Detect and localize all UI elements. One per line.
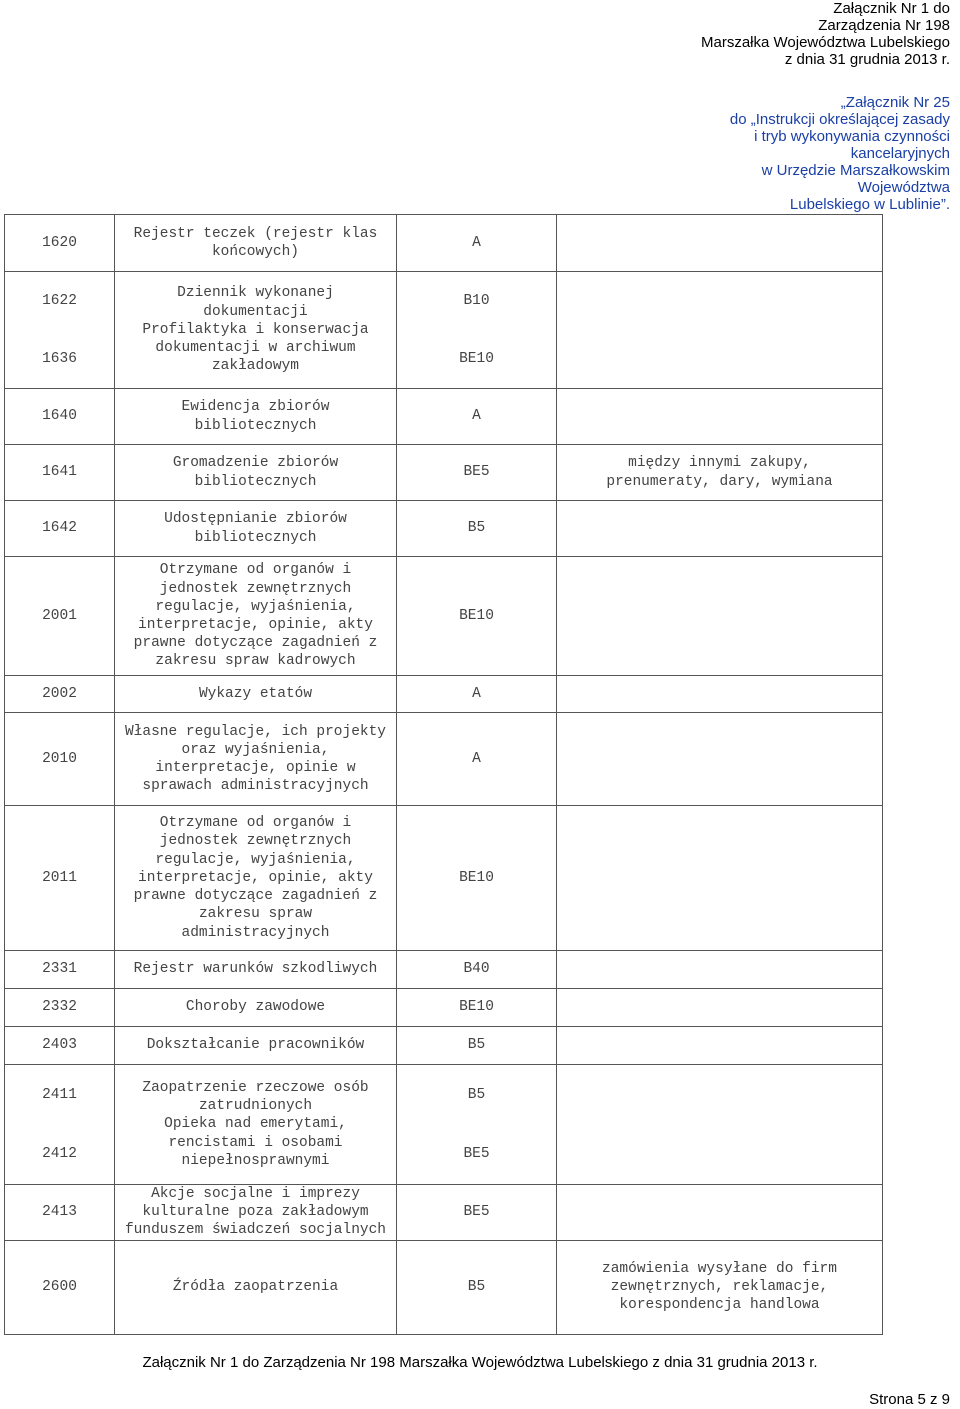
annex-line: w Urzędzie Marszałkowskim — [761, 162, 950, 179]
symbol-cell — [5, 676, 115, 713]
category-code: A — [472, 685, 481, 702]
category-code: B5 — [467, 1086, 486, 1103]
description-line: kulturalne poza zakładowym — [142, 1204, 369, 1221]
annex-line: i tryb wykonywania czynności — [754, 128, 950, 145]
description-cell — [115, 389, 397, 445]
description-line: prawne dotyczące zagadnień z — [133, 888, 378, 905]
symbol-number: 2011 — [42, 869, 77, 886]
symbol-cell — [5, 1027, 115, 1065]
description-cell — [115, 215, 397, 272]
description-line: regulacje, wyjaśnienia, — [155, 598, 356, 615]
table-row — [5, 951, 883, 989]
description-line: Zaopatrzenie rzeczowe osób — [142, 1079, 369, 1096]
description-cell — [115, 557, 397, 676]
description-cell — [115, 1027, 397, 1065]
annex-line: kancelaryjnych — [850, 145, 950, 162]
description-line: oraz wyjaśnienia, — [181, 741, 330, 758]
category-cell — [397, 557, 557, 676]
table-row — [5, 501, 883, 557]
remarks-cell — [557, 713, 883, 806]
category-code: B5 — [467, 520, 486, 537]
page-number: Strona 5 z 9 — [869, 1391, 950, 1408]
table-row — [5, 1240, 883, 1334]
symbol-number: 1641 — [42, 464, 77, 481]
category-code: BE10 — [459, 607, 494, 624]
symbol-cell — [5, 1185, 115, 1241]
page-footer: Załącznik Nr 1 do Zarządzenia Nr 198 Marszałka Województwa Lubelskiego z dnia 31 grudnia 2013 r. — [142, 1354, 818, 1371]
table-row — [5, 1065, 883, 1185]
category-code: A — [472, 234, 481, 251]
category-cell — [397, 272, 557, 389]
category-code: BE5 — [463, 464, 490, 481]
category-code: A — [472, 408, 481, 425]
symbol-number: 2002 — [42, 685, 77, 702]
symbol-cell — [5, 1065, 115, 1185]
remarks-line: między innymi zakupy, — [628, 455, 811, 472]
category-cell — [397, 1185, 557, 1241]
category-cell — [397, 1065, 557, 1185]
register-table — [4, 214, 883, 1335]
category-cell — [397, 1027, 557, 1065]
table-row — [5, 713, 883, 806]
description-line: sprawach administracyjnych — [142, 778, 369, 795]
category-cell — [397, 951, 557, 989]
description-cell — [115, 1240, 397, 1334]
category-cell — [397, 445, 557, 501]
symbol-number: 2413 — [42, 1204, 77, 1221]
table-row — [5, 557, 883, 676]
symbol-number: 2600 — [42, 1279, 77, 1295]
description-cell — [115, 951, 397, 989]
category-code: B5 — [467, 1037, 486, 1054]
symbol-number: 2331 — [42, 961, 77, 978]
category-cell — [397, 215, 557, 272]
symbol-cell — [5, 215, 115, 272]
category-cell — [397, 806, 557, 951]
description-cell — [115, 806, 397, 951]
description-line: Otrzymane od organów i — [159, 562, 352, 579]
category-code: BE10 — [459, 350, 494, 367]
symbol-cell — [5, 951, 115, 989]
remarks-cell — [557, 1240, 883, 1334]
remarks-cell — [557, 1027, 883, 1065]
header-line: Marszałka Województwa Lubelskiego — [700, 34, 950, 51]
description-line: rencistami i osobami — [168, 1134, 343, 1151]
description-line: Ewidencja zbiorów — [181, 399, 330, 416]
description-line: zakresu spraw — [198, 906, 313, 923]
category-cell — [397, 389, 557, 445]
description-cell — [115, 713, 397, 806]
header-line: Załącznik Nr 1 do — [833, 0, 950, 17]
symbol-cell — [5, 713, 115, 806]
remarks-cell — [557, 557, 883, 676]
remarks-cell — [557, 989, 883, 1027]
symbol-number: 2411 — [42, 1086, 77, 1103]
description-line: Profilaktyka i konserwacja — [142, 321, 369, 338]
symbol-number: 1636 — [42, 350, 77, 367]
table-row — [5, 989, 883, 1027]
category-code: B10 — [463, 292, 490, 309]
category-cell — [397, 501, 557, 557]
description-cell — [115, 1185, 397, 1241]
description-line: Otrzymane od organów i — [159, 815, 352, 832]
description-cell — [115, 989, 397, 1027]
remarks-line: korespondencja handlowa — [619, 1297, 820, 1314]
description-line: dokumentacji — [203, 303, 308, 320]
symbol-number: 2332 — [42, 999, 77, 1016]
description-line: Udostępnianie zbiorów — [164, 511, 347, 528]
table-row — [5, 215, 883, 272]
symbol-number: 1622 — [42, 292, 77, 309]
description-line: Rejestr warunków szkodliwych — [133, 961, 378, 978]
remarks-cell — [557, 389, 883, 445]
description-cell — [115, 272, 397, 389]
attachment-header — [701, 0, 950, 68]
description-line: interpretacje, opinie, akty — [138, 869, 373, 886]
description-line: Rejestr teczek (rejestr klas — [133, 225, 378, 242]
category-cell — [397, 1240, 557, 1334]
description-line: Choroby zawodowe — [185, 999, 326, 1016]
description-line: Opieka nad emerytami, — [164, 1116, 347, 1133]
description-line: jednostek zewnętrznych — [159, 833, 352, 850]
description-line: jednostek zewnętrznych — [159, 580, 352, 597]
description-line: Dziennik wykonanej — [177, 285, 334, 302]
remarks-cell — [557, 215, 883, 272]
annex-line: „Załącznik Nr 25 — [840, 94, 950, 111]
remarks-cell — [557, 1065, 883, 1185]
description-line: regulacje, wyjaśnienia, — [155, 851, 356, 868]
description-line: funduszem świadczeń socjalnych — [124, 1222, 387, 1239]
category-code: A — [472, 750, 481, 767]
header-line: z dnia 31 grudnia 2013 r. — [784, 51, 950, 68]
category-cell — [397, 713, 557, 806]
description-line: niepełnosprawnymi — [181, 1152, 330, 1169]
description-line: Wykazy etatów — [198, 685, 313, 702]
remarks-line: zewnętrznych, reklamacje, — [610, 1279, 829, 1295]
table-row — [5, 676, 883, 713]
annex-line: Lubelskiego w Lublinie”. — [789, 196, 950, 213]
symbol-cell — [5, 806, 115, 951]
category-code: B5 — [467, 1279, 486, 1295]
description-line: Źródła zaopatrzenia — [172, 1279, 339, 1295]
description-line: bibliotecznych — [194, 417, 317, 434]
table-row — [5, 1185, 883, 1241]
symbol-cell — [5, 445, 115, 501]
category-code: BE10 — [459, 869, 494, 886]
description-cell — [115, 501, 397, 557]
symbol-number: 2412 — [42, 1146, 77, 1163]
remarks-cell — [557, 806, 883, 951]
table-row — [5, 272, 883, 389]
description-line: bibliotecznych — [194, 473, 317, 490]
remarks-cell — [557, 445, 883, 501]
symbol-cell — [5, 389, 115, 445]
symbol-cell — [5, 272, 115, 389]
description-line: interpretacje, opinie, akty — [138, 617, 373, 633]
table-row — [5, 389, 883, 445]
symbol-number: 1640 — [42, 408, 77, 425]
remarks-cell — [557, 676, 883, 713]
description-line: bibliotecznych — [194, 529, 317, 546]
remarks-line: prenumeraty, dary, wymiana — [606, 473, 833, 490]
description-line: Dokształcanie pracowników — [146, 1037, 365, 1054]
remarks-cell — [557, 501, 883, 557]
description-line: końcowych) — [211, 244, 299, 260]
annex-header — [730, 94, 950, 213]
description-cell — [115, 445, 397, 501]
annex-line: Województwa — [857, 179, 950, 196]
description-line: Własne regulacje, ich projekty — [124, 723, 387, 740]
symbol-number: 1642 — [42, 520, 77, 537]
description-line: zakresu spraw kadrowych — [155, 653, 356, 670]
description-line: dokumentacji w archiwum — [155, 340, 356, 357]
description-line: prawne dotyczące zagadnień z — [133, 635, 378, 652]
table-row — [5, 806, 883, 951]
table-row — [5, 1027, 883, 1065]
description-cell — [115, 1065, 397, 1185]
table-row — [5, 445, 883, 501]
annex-line: do „Instrukcji określającej zasady — [729, 111, 950, 128]
category-cell — [397, 676, 557, 713]
symbol-cell — [5, 1240, 115, 1334]
header-line: Zarządzenia Nr 198 — [818, 17, 950, 34]
description-cell — [115, 676, 397, 713]
remarks-line: zamówienia wysyłane do firm — [602, 1260, 837, 1277]
remarks-cell — [557, 1185, 883, 1241]
category-cell — [397, 989, 557, 1027]
remarks-cell — [557, 272, 883, 389]
category-code: BE10 — [459, 999, 494, 1016]
symbol-number: 2001 — [42, 607, 77, 624]
symbol-number: 2010 — [42, 750, 77, 767]
description-line: zatrudnionych — [198, 1098, 313, 1115]
description-line: interpretacje, opinie w — [155, 760, 356, 776]
symbol-cell — [5, 557, 115, 676]
symbol-number: 1620 — [42, 234, 77, 251]
description-line: Gromadzenie zbiorów — [172, 455, 339, 472]
remarks-cell — [557, 951, 883, 989]
description-line: administracyjnych — [181, 924, 330, 941]
category-code: BE5 — [463, 1146, 490, 1163]
description-line: zakładowym — [211, 358, 299, 375]
symbol-cell — [5, 989, 115, 1027]
description-line: Akcje socjalne i imprezy — [151, 1186, 360, 1202]
symbol-cell — [5, 501, 115, 557]
symbol-number: 2403 — [42, 1037, 77, 1054]
category-code: BE5 — [463, 1204, 490, 1221]
category-code: B40 — [463, 961, 490, 978]
